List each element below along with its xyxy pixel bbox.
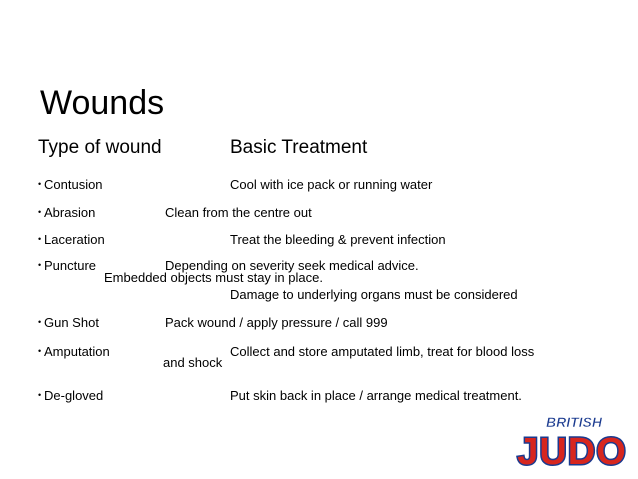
wound-type-puncture: Puncture xyxy=(44,258,97,273)
column-header-type: Type of wound xyxy=(38,137,162,158)
column-header-treatment: Basic Treatment xyxy=(230,137,368,158)
treatment-gun-shot: Pack wound / apply pressure / call 999 xyxy=(165,315,388,330)
treatment-puncture-line-2: Embedded objects must stay in place. xyxy=(104,270,323,285)
wound-type-abrasion: Abrasion xyxy=(44,205,96,220)
treatment-laceration: Treat the bleeding & prevent infection xyxy=(230,232,446,247)
logo-british-text: BRITISH xyxy=(546,414,602,430)
wound-type-amputation: Amputation xyxy=(44,344,110,359)
treatment-amputation-line-1: Collect and store amputated limb, treat for blood loss xyxy=(230,344,535,359)
british-judo-logo xyxy=(514,412,632,470)
bullet-icon: • xyxy=(38,346,42,356)
bullet-icon: • xyxy=(38,234,42,244)
bullet-icon: • xyxy=(38,179,42,189)
slide-title: Wounds xyxy=(40,84,165,122)
treatment-de-gloved: Put skin back in place / arrange medical treatment. xyxy=(230,388,522,403)
treatment-puncture-line-3: Damage to underlying organs must be considered xyxy=(230,287,518,302)
wound-type-gun-shot: Gun Shot xyxy=(44,315,99,330)
wound-type-laceration: Laceration xyxy=(44,232,105,247)
treatment-puncture-line-1: Depending on severity seek medical advice. xyxy=(165,258,419,273)
wound-type-contusion: Contusion xyxy=(44,177,103,192)
bullet-icon: • xyxy=(38,260,42,270)
logo-judo-text: JUDO xyxy=(517,431,627,470)
treatment-abrasion: Clean from the centre out xyxy=(165,205,312,220)
bullet-icon: • xyxy=(38,207,42,217)
bullet-icon: • xyxy=(38,317,42,327)
treatment-amputation-line-2: and shock xyxy=(163,355,223,370)
treatment-contusion: Cool with ice pack or running water xyxy=(230,177,433,192)
bullet-icon: • xyxy=(38,390,42,400)
wound-type-de-gloved: De-gloved xyxy=(44,388,104,403)
